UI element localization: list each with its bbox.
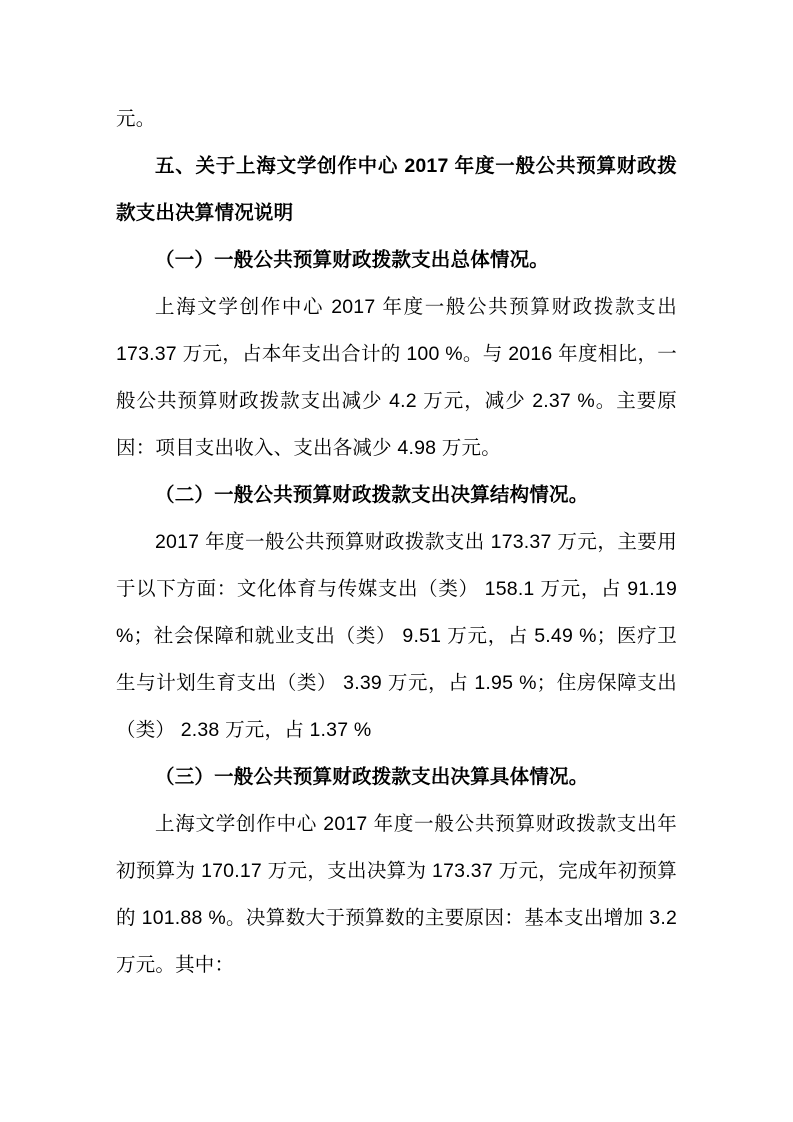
paragraph-overall-expenditure: 上海文学创作中心 2017 年度一般公共预算财政拨款支出 173.37 万元，占本年支出合计的 100 %。与 2016 年度相比，一般公共预算财政拨款支出减少 4.2 万元，减少 2.37 %。主要原因：项目支出收入、支出各减少 4.98 万元。 <box>116 296 677 459</box>
paragraph-specific-details: 上海文学创作中心 2017 年度一般公共预算财政拨款支出年初预算为 170.17 万元，支出决算为 173.37 万元，完成年初预算的 101.88 %。决算数大于预算数的主要原因：基本支出增加 3.2 万元。其中： <box>116 813 677 976</box>
document-body <box>116 96 677 989</box>
heading-subsection-two: （二）一般公共预算财政拨款支出决算结构情况。 <box>155 484 589 506</box>
heading-subsection-three: （三）一般公共预算财政拨款支出决算具体情况。 <box>155 766 589 788</box>
heading-section-five: 五、关于上海文学创作中心 2017 年度一般公共预算财政拨款支出决算情况说明 <box>116 155 677 224</box>
heading-subsection-one: （一）一般公共预算财政拨款支出总体情况。 <box>155 249 550 271</box>
paragraph-structure-breakdown: 2017 年度一般公共预算财政拨款支出 173.37 万元，主要用于以下方面：文化体育与传媒支出（类） 158.1 万元，占 91.19 %；社会保障和就业支出（类） 9.51 万元，占 5.49 %；医疗卫生与计划生育支出（类） 3.39 万元，占 1.95 %；住房保障支出（类） 2.38 万元，占 1.37 % <box>116 531 677 741</box>
paragraph-continued-yuan: 元。 <box>116 108 156 130</box>
